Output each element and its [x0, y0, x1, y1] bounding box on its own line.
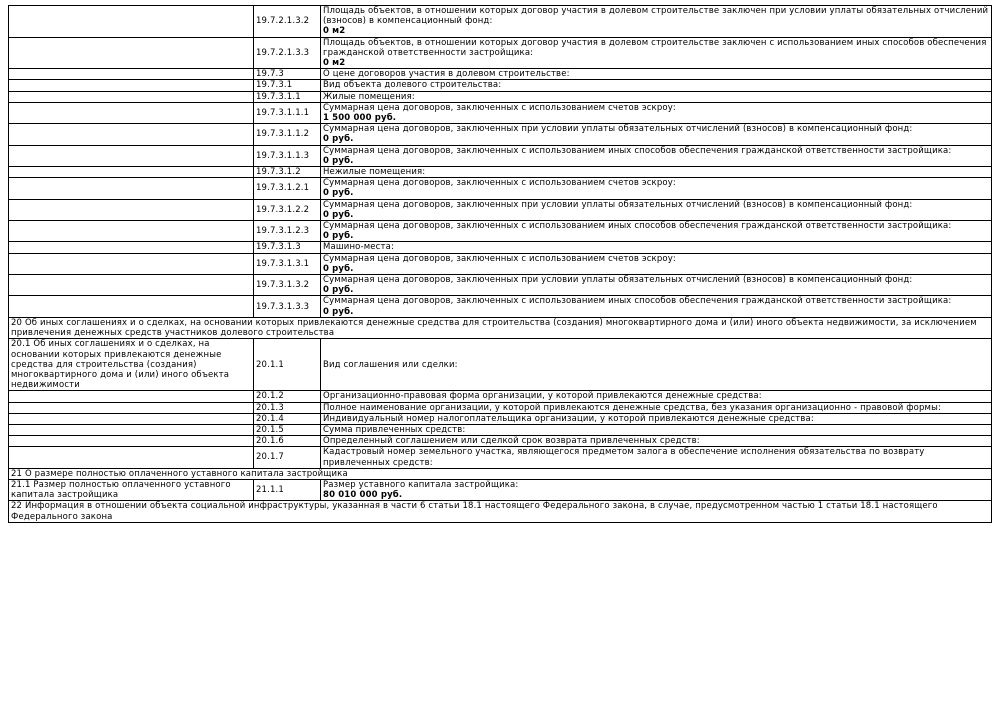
row-label: Машино-места: — [323, 242, 394, 253]
row-label: Суммарная цена договоров, заключенных с использованием иных способов обеспечения гражданской ответственности застройщика: — [323, 296, 952, 307]
section-19-rows — [9, 6, 992, 318]
row-text — [321, 253, 992, 274]
row-code: 20.1.3 — [254, 402, 321, 413]
row-text: Сумма привлеченных средств: — [321, 424, 992, 435]
row-code: 19.7.3.1.2.3 — [254, 221, 321, 242]
empty-cell — [9, 69, 254, 80]
row-code: 19.7.3 — [254, 69, 321, 80]
empty-cell — [9, 413, 254, 424]
row-code: 19.7.3.1.3.1 — [254, 253, 321, 274]
row-code: 19.7.3.1.3.2 — [254, 275, 321, 296]
row-code: 19.7.2.1.3.3 — [254, 37, 321, 69]
table-row — [9, 124, 992, 145]
row-code: 19.7.3.1.2.2 — [254, 199, 321, 220]
empty-cell — [9, 102, 254, 123]
row-label: Суммарная цена договоров, заключенных при условии уплаты обязательных отчислений (взносов) в компенсационный фонд: — [323, 124, 913, 135]
empty-cell — [9, 37, 254, 69]
table-row — [9, 69, 992, 80]
row-code: 20.1.4 — [254, 413, 321, 424]
empty-cell — [9, 296, 254, 317]
empty-cell — [9, 80, 254, 91]
row-value: 0 руб. — [323, 306, 354, 317]
section-20-1-subheader: 20.1 Об иных соглашениях и о сделках, на основании которых привлекаются денежные средства для строительства (создания) многоквартирного дома и (или) иного объекта недвижимости — [9, 339, 254, 391]
row-value: 1 500 000 руб. — [323, 113, 397, 124]
table-row — [9, 253, 992, 274]
section-header-row — [9, 468, 992, 479]
row-label: Размер уставного капитала застройщика: — [323, 479, 519, 490]
row-text — [321, 91, 992, 102]
empty-cell — [9, 145, 254, 166]
row-text — [321, 296, 992, 317]
empty-cell — [9, 436, 254, 447]
row-text — [321, 124, 992, 145]
table-row — [9, 199, 992, 220]
row-value: 0 м2 — [323, 58, 346, 69]
empty-cell — [9, 447, 254, 468]
row-code: 19.7.3.1 — [254, 80, 321, 91]
table-row — [9, 436, 992, 447]
empty-cell — [9, 424, 254, 435]
row-text: Вид соглашения или сделки: — [321, 339, 992, 391]
row-label: Суммарная цена договоров, заключенных с использованием счетов эскроу: — [323, 102, 676, 113]
row-label: Суммарная цена договоров, заключенных с использованием иных способов обеспечения гражданской ответственности застройщика: — [323, 145, 952, 156]
row-value: 0 руб. — [323, 188, 354, 199]
empty-cell — [9, 242, 254, 253]
row-code: 19.7.3.1.1 — [254, 91, 321, 102]
table-row — [9, 242, 992, 253]
row-label: Суммарная цена договоров, заключенных при условии уплаты обязательных отчислений (взносов) в компенсационный фонд: — [323, 199, 913, 210]
row-value: 0 руб. — [323, 285, 354, 296]
section-20-rows — [9, 391, 992, 468]
empty-cell — [9, 402, 254, 413]
section-22-header: 22 Информация в отношении объекта социальной инфраструктуры, указанная в части 6 статьи 18.1 настоящего Федерального закона, в случае, предусмотренном частью 1 статьи 18.1 настоящего Федерального закона — [9, 501, 992, 522]
row-text — [321, 6, 992, 38]
row-text — [321, 167, 992, 178]
row-code: 20.1.1 — [254, 339, 321, 391]
section-21-header: 21 О размере полностью оплаченного уставного капитала застройщика — [9, 468, 992, 479]
row-text — [321, 479, 992, 500]
row-value: 0 руб. — [323, 263, 354, 274]
section-21-1-subheader: 21.1 Размер полностью оплаченного уставного капитала застройщика — [9, 479, 254, 500]
table-row — [9, 145, 992, 166]
table-row — [9, 80, 992, 91]
table-row — [9, 296, 992, 317]
row-label: Площадь объектов, в отношении которых договор участия в долевом строительстве заключен с использованием иных способов обеспечения гражданской ответственности застройщика: — [323, 37, 987, 58]
table-row — [9, 339, 992, 391]
row-text — [321, 69, 992, 80]
table-row — [9, 413, 992, 424]
row-code: 21.1.1 — [254, 479, 321, 500]
document-table — [8, 5, 992, 523]
empty-cell — [9, 199, 254, 220]
table-row — [9, 424, 992, 435]
row-text: Определенный соглашением или сделкой срок возврата привлеченных средств: — [321, 436, 992, 447]
row-code: 20.1.5 — [254, 424, 321, 435]
table-row — [9, 167, 992, 178]
row-text — [321, 242, 992, 253]
row-text — [321, 199, 992, 220]
row-code: 19.7.3.1.2 — [254, 167, 321, 178]
row-value: 0 руб. — [323, 231, 354, 242]
row-label: Нежилые помещения: — [323, 167, 426, 178]
section-20 — [9, 317, 992, 390]
table-row — [9, 91, 992, 102]
row-value: 0 м2 — [323, 26, 346, 37]
table-row — [9, 275, 992, 296]
table-row — [9, 447, 992, 468]
row-text — [321, 178, 992, 199]
row-text — [321, 275, 992, 296]
row-label: Суммарная цена договоров, заключенных с использованием счетов эскроу: — [323, 253, 676, 264]
row-label: Площадь объектов, в отношении которых договор участия в долевом строительстве заключен при условии уплаты обязательных отчислений (взносов) в компенсационный фонд: — [323, 6, 989, 27]
table-row — [9, 221, 992, 242]
row-text — [321, 145, 992, 166]
row-label: Суммарная цена договоров, заключенных с использованием счетов эскроу: — [323, 178, 676, 189]
row-label: Суммарная цена договоров, заключенных с использованием иных способов обеспечения гражданской ответственности застройщика: — [323, 221, 952, 232]
row-text: Кадастровый номер земельного участка, являющегося предметом залога в обеспечение исполнения обязательства по возврату привлеченных средств: — [321, 447, 992, 468]
row-code: 19.7.3.1.1.1 — [254, 102, 321, 123]
table-row — [9, 479, 992, 500]
table-row — [9, 102, 992, 123]
table-row — [9, 178, 992, 199]
row-code: 19.7.3.1.3 — [254, 242, 321, 253]
row-text: Полное наименование организации, у которой привлекаются денежные средства, без указания организационно - правовой формы: — [321, 402, 992, 413]
row-value: 0 руб. — [323, 134, 354, 145]
table-row — [9, 37, 992, 69]
section-header-row — [9, 317, 992, 338]
empty-cell — [9, 167, 254, 178]
section-20-header: 20 Об иных соглашениях и о сделках, на основании которых привлекаются денежные средства для строительства (создания) многоквартирного дома и (или) иного объекта недвижимости, за исключением привлечения денежных средств участников долевого строительства — [9, 317, 992, 338]
row-code: 19.7.3.1.3.3 — [254, 296, 321, 317]
row-value: 0 руб. — [323, 209, 354, 220]
row-code: 20.1.2 — [254, 391, 321, 402]
row-code: 19.7.3.1.2.1 — [254, 178, 321, 199]
table-row — [9, 402, 992, 413]
row-text — [321, 37, 992, 69]
row-code: 19.7.3.1.1.3 — [254, 145, 321, 166]
row-label: О цене договоров участия в долевом строительстве: — [323, 69, 570, 80]
empty-cell — [9, 275, 254, 296]
empty-cell — [9, 178, 254, 199]
empty-cell — [9, 6, 254, 38]
row-text: Индивидуальный номер налогоплательщика организации, у которой привлекаются денежные средства: — [321, 413, 992, 424]
row-code: 20.1.7 — [254, 447, 321, 468]
table-row — [9, 6, 992, 38]
empty-cell — [9, 391, 254, 402]
row-label: Вид объекта долевого строительства: — [323, 80, 502, 91]
empty-cell — [9, 124, 254, 145]
row-code: 20.1.6 — [254, 436, 321, 447]
row-text — [321, 102, 992, 123]
row-text — [321, 80, 992, 91]
row-text — [321, 221, 992, 242]
empty-cell — [9, 91, 254, 102]
row-value: 0 руб. — [323, 155, 354, 166]
row-label: Жилые помещения: — [323, 91, 415, 102]
row-code: 19.7.3.1.1.2 — [254, 124, 321, 145]
empty-cell — [9, 253, 254, 274]
row-code: 19.7.2.1.3.2 — [254, 6, 321, 38]
section-header-row — [9, 501, 992, 522]
table-row — [9, 391, 992, 402]
section-21 — [9, 468, 992, 522]
row-label: Суммарная цена договоров, заключенных при условии уплаты обязательных отчислений (взносов) в компенсационный фонд: — [323, 275, 913, 286]
row-text: Организационно-правовая форма организации, у которой привлекаются денежные средства: — [321, 391, 992, 402]
row-value: 80 010 000 руб. — [323, 490, 403, 501]
empty-cell — [9, 221, 254, 242]
